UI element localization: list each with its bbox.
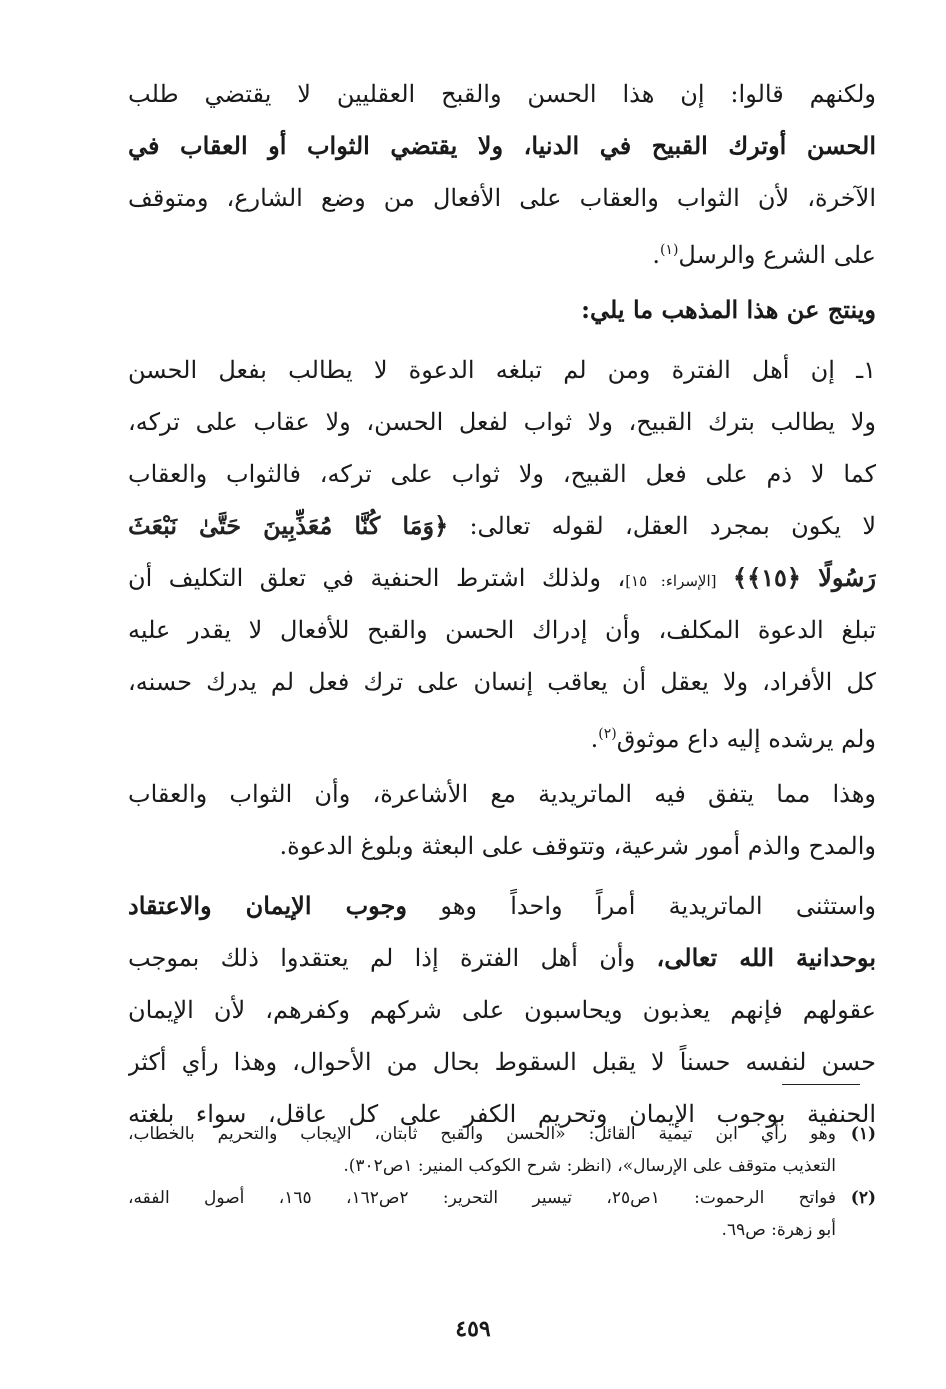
text-span: وأن أهل الفترة إذا لم يعتقدوا ذلك بموجب xyxy=(128,944,636,972)
footnote-line: التعذيب متوقف على الإرسال»، (انظر: شرح الكوكب المنير: ١ص٣٠٢). xyxy=(343,1156,836,1176)
text-line xyxy=(128,708,876,760)
footnote xyxy=(128,1118,876,1182)
text-line xyxy=(128,880,876,932)
footnote-text xyxy=(128,1182,836,1246)
text-line xyxy=(128,500,876,552)
text-span: . xyxy=(652,241,660,269)
bold-span: بوحدانية الله تعالى، xyxy=(656,943,876,972)
text-line: كما لا ذم على فعل القبيح، ولا ثواب على تركه، فالثواب والعقاب xyxy=(128,460,876,488)
footnote-line: فواتح الرحموت: ١ص٢٥، تيسير التحرير: ٢ص١٦٢، ١٦٥، أصول الفقه، xyxy=(128,1188,836,1208)
footnote-marker: (٢) xyxy=(598,726,617,742)
quran-verse: ﴿وَمَا كُنَّا مُعَذِّبِينَ حَتَّىٰ نَبْعَثَ xyxy=(128,511,449,540)
text-line: الحنفية بوجوب الإيمان وتحريم الكفر على كل عاقل، سواء بلغته xyxy=(128,1100,876,1128)
quran-verse: رَسُولًا ﴿١٥﴾﴾ xyxy=(733,563,876,592)
text-line: ولا يطالب بترك القبيح، ولا ثواب لفعل الحسن، ولا عقاب على تركه، xyxy=(128,408,876,436)
text-line xyxy=(128,224,876,276)
text-line: ولكنهم قالوا: إن هذا الحسن والقبح العقليين لا يقتضي طلب xyxy=(128,80,876,108)
page-number: ٤٥٩ xyxy=(455,1316,491,1342)
footnotes xyxy=(128,1118,876,1246)
text-line: تبلغ الدعوة المكلف، وأن إدراك الحسن والقبح للأفعال لا يقدر عليه xyxy=(128,616,876,644)
footnote-number: (١) xyxy=(850,1124,876,1144)
text-line: كل الأفراد، ولا يعقل أن يعاقب إنسان على ترك فعل لم يدرك حسنه، xyxy=(128,668,876,696)
text-line: ١ـ إن أهل الفترة ومن لم تبلغه الدعوة لا يطالب بفعل الحسن xyxy=(128,356,876,384)
text-line: وهذا مما يتفق فيه الماتريدية مع الأشاعرة، وأن الثواب والعقاب xyxy=(128,780,876,808)
paragraph-heading: وينتج عن هذا المذهب ما يلي: xyxy=(581,295,876,324)
text-line: عقولهم فإنهم يعذبون ويحاسبون على شركهم وكفرهم، لأن الإيمان xyxy=(128,996,876,1024)
text-span: ولم يرشده إليه داع موثوق xyxy=(616,725,876,753)
text-line: حسن لنفسه حسناً لا يقبل السقوط بحال من الأحوال، وهذا رأي أكثر xyxy=(128,1048,876,1076)
text-span: على الشرع والرسل xyxy=(678,241,876,269)
text-line xyxy=(128,932,876,984)
text-span: لا يكون بمجرد العقل، لقوله تعالى: xyxy=(469,512,876,540)
text-line: الحسن أوترك القبيح في الدنيا، ولا يقتضي الثواب أو العقاب في xyxy=(128,131,876,160)
text-line: والمدح والذم أمور شرعية، وتتوقف على البعثة وبلوغ الدعوة. xyxy=(279,832,876,860)
verse-reference: [الإسراء: ١٥] xyxy=(625,572,717,590)
footnote-text xyxy=(128,1118,836,1182)
text-span: واستثنى الماتريدية أمراً واحداً وهو xyxy=(440,892,876,920)
footnote-marker: (١) xyxy=(659,242,679,258)
text-line: الآخرة، لأن الثواب والعقاب على الأفعال من وضع الشارع، ومتوقف xyxy=(128,184,876,212)
text-span: . xyxy=(590,725,599,753)
main-text xyxy=(128,68,876,1140)
footnote-separator xyxy=(782,1084,860,1085)
bold-span: وجوب الإيمان والاعتقاد xyxy=(128,891,407,920)
text-line xyxy=(128,552,876,604)
footnote-line: أبو زهرة: ص٦٩. xyxy=(721,1220,836,1240)
footnote-line: وهو رأي ابن تيمية القائل: «الحسن والقبح ثابتان، الإيجاب والتحريم بالخطاب، xyxy=(128,1124,836,1144)
text-span: ، ولذلك اشترط الحنفية في تعلق التكليف أن xyxy=(128,564,626,592)
footnote-number: (٢) xyxy=(850,1188,876,1208)
footnote xyxy=(128,1182,876,1246)
